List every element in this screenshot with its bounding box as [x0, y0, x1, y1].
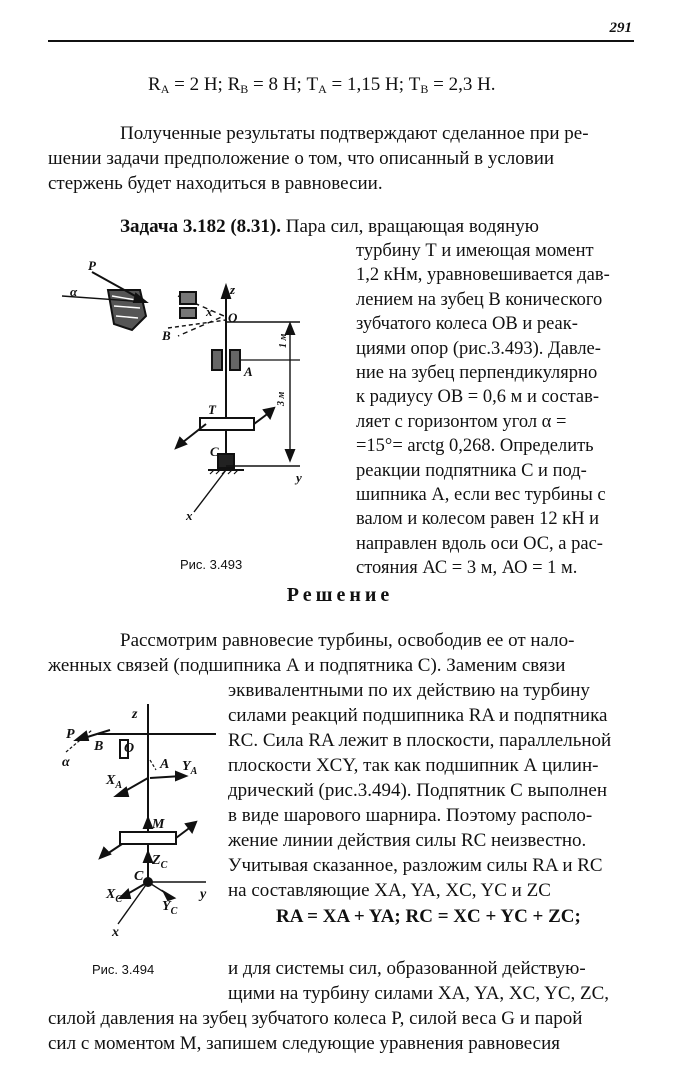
- label-o: O: [228, 310, 238, 325]
- label-alpha: α: [62, 755, 70, 770]
- text-line: шипника А, если вес турбины с: [356, 485, 606, 506]
- label-dim-1m: 1 м: [278, 333, 289, 348]
- label-xc: [105, 887, 122, 905]
- text-line: направлен вдоль оси ОС, а рас-: [356, 533, 603, 554]
- text-line: ние на зубец перпендикулярно: [356, 363, 598, 384]
- label-xc-sub: C: [115, 894, 123, 905]
- text-line: щими на турбину силами XA, YA, XC, YC, ZC,: [228, 983, 610, 1004]
- label-o: O: [124, 741, 135, 756]
- label-z: z: [230, 282, 236, 297]
- text-line: реакции подпятника С и под-: [356, 460, 587, 481]
- text-line: валом и колесом равен 12 кН и: [356, 509, 600, 530]
- label-m: M: [152, 817, 165, 832]
- text-line: турбину Т и имеющая момент: [356, 241, 594, 261]
- text-line: лением на зубец В конического: [356, 289, 603, 310]
- text-line: циями опор (рис.3.493). Давле-: [356, 338, 601, 359]
- problem-label: Задача 3.182: [120, 216, 226, 237]
- text-line: на составляющие XA, YA, XC, YC и ZC: [228, 880, 551, 901]
- text-line: дрический (рис.3.494). Подпятник С выполнен: [228, 780, 607, 801]
- label-ya-sym: Y: [182, 759, 191, 774]
- page-number: 291: [609, 20, 632, 36]
- figure-1-caption: Рис. 3.493: [180, 557, 243, 572]
- text-line: 1,2 кНм, уравновешивается дав-: [356, 265, 610, 286]
- text-line: стояния АС = 3 м, АО = 1 м.: [356, 558, 578, 579]
- result-ta: $T_A = 1,15$ Н;: [306, 74, 409, 96]
- label-a: A: [160, 757, 170, 772]
- label-dim-3m: 3 м: [276, 391, 287, 406]
- label-b: B: [162, 328, 171, 343]
- solution-heading: Решение: [286, 584, 394, 606]
- text-line: Учитывая сказанное, разложим силы RA и RC: [228, 855, 603, 876]
- text-line: Рассмотрим равновесие турбины, освободив ее от нало-: [120, 630, 575, 651]
- label-yc-sym: Y: [162, 899, 171, 914]
- text-line: эквивалентными по их действию на турбину: [228, 680, 590, 701]
- reaction-equation: RA = XA + YA; RC = XC + YC + ZC;: [276, 906, 581, 927]
- text-line: силой давления на зубец зубчатого колеса P, силой веса G и парой: [48, 1008, 583, 1029]
- label-xc-sym: X: [106, 887, 116, 902]
- text-line: Полученные результаты подтверждают сделанное при ре-: [120, 123, 589, 144]
- label-y: y: [296, 470, 302, 485]
- x-axis: [118, 882, 148, 924]
- problem-number: (8.31).: [230, 216, 282, 237]
- text-line: женных связей (подшипника А и подпятника С). Заменим связи: [48, 655, 566, 676]
- text-line: =15°= arctg 0,268. Определить: [356, 436, 594, 457]
- text-line: RC. Сила RA лежит в плоскости, параллельной: [228, 730, 612, 751]
- label-y: y: [200, 887, 207, 902]
- label-x: x: [112, 925, 119, 940]
- result-ra: $R_A = 2$ Н;: [148, 74, 228, 96]
- text-line: и для системы сил, образованной действую-: [228, 958, 586, 979]
- text-line: зубчатого колеса ОВ и реак-: [356, 314, 578, 335]
- turbine-disk: [120, 832, 176, 844]
- label-alpha: α: [70, 284, 78, 299]
- label-p: P: [88, 258, 96, 273]
- figure-2-caption: Рис. 3.494: [92, 962, 155, 977]
- label-yc-sub: C: [170, 906, 178, 917]
- result-tb: $T_B = 2,3$ Н.: [408, 74, 496, 96]
- label-xa-sub: A: [115, 780, 123, 791]
- label-p: P: [66, 727, 75, 742]
- label-ya-sub: A: [190, 766, 198, 777]
- result-rb: $R_B = 8$ Н;: [227, 74, 307, 96]
- label-zc-sym: Z: [152, 853, 161, 868]
- label-b: B: [94, 739, 104, 754]
- text-line: стержень будет находиться в равновесии.: [48, 173, 383, 194]
- text-line: сил с моментом M, запишем следующие уравнения равновесия: [48, 1033, 560, 1054]
- text-line: в виде шарового шарнира. Поэтому располо-: [228, 805, 593, 826]
- text-line: ляет с горизонтом угол α =: [356, 411, 567, 432]
- label-a: A: [244, 364, 253, 379]
- label-x-top: x: [206, 304, 213, 319]
- label-x: x: [186, 508, 193, 523]
- label-zc-sub: C: [160, 860, 168, 871]
- label-zc: [151, 853, 168, 871]
- label-t: T: [208, 402, 216, 417]
- text-line: к радиусу ОВ = 0,6 м и состав-: [356, 387, 600, 408]
- problem-text-first: Пара сил, вращающая водяную: [285, 216, 539, 237]
- text-line: жение линии действия силы RC неизвестно.: [228, 830, 587, 851]
- label-c: C: [210, 444, 219, 459]
- label-z: z: [132, 707, 138, 722]
- text-line: шении задачи предположение о том, что описанный в условии: [48, 148, 555, 169]
- text-line: силами реакций подшипника RA и подпятника: [228, 705, 608, 726]
- label-xa: [105, 773, 122, 791]
- label-xa-sym: X: [106, 773, 116, 788]
- label-c: C: [134, 869, 144, 884]
- text-line: плоскости XCY, так как подшипник А цилин-: [228, 755, 599, 776]
- label-yc: [162, 899, 178, 917]
